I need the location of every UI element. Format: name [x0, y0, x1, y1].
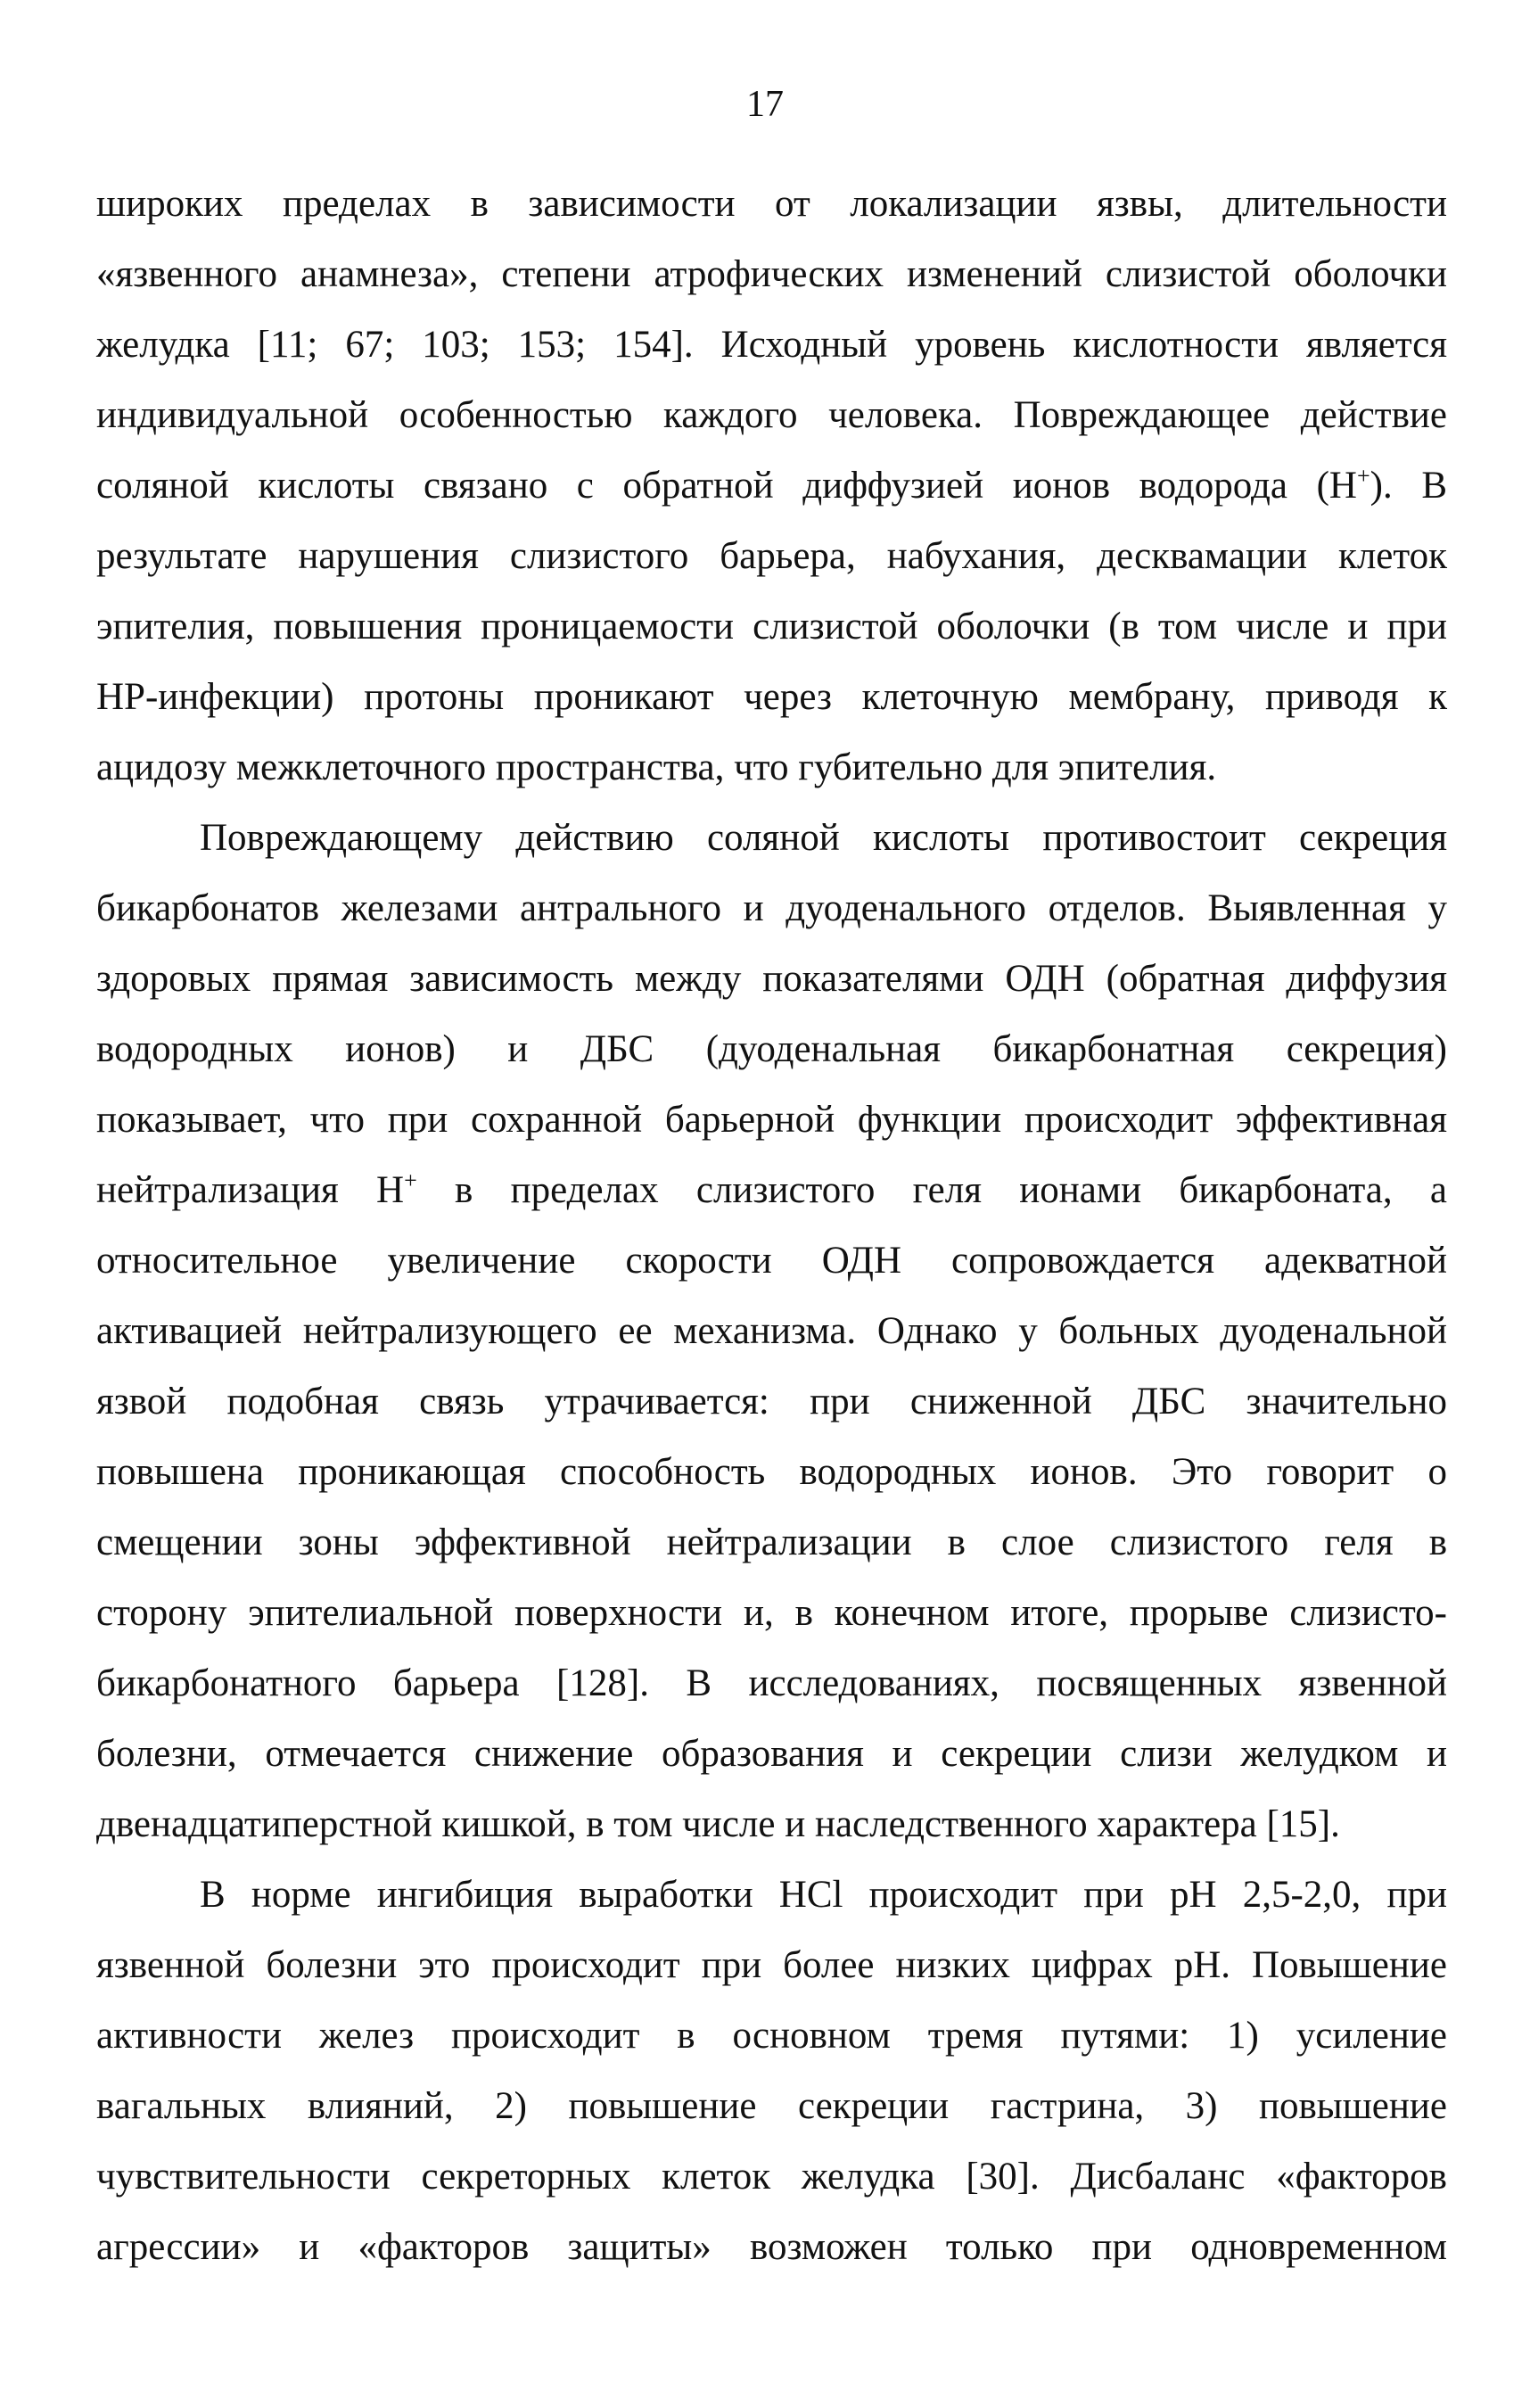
text-line: язвой подобная связь утрачивается: при сниженной ДБС значительно — [96, 1381, 1447, 1423]
text-line: «язвенного анамнеза», степени атрофических изменений слизистой оболочки — [96, 253, 1447, 295]
text-line: двенадцатиперстной кишкой, в том числе и наследственного характера [15]. — [96, 1803, 1340, 1845]
text-line: широких пределах в зависимости от локализации язвы, длительности — [96, 183, 1447, 225]
text-line: относительное увеличение скорости ОДН сопровождается адекватной — [96, 1240, 1447, 1282]
text-segment: нейтрализация H — [96, 1169, 405, 1211]
text-line: желудка [11; 67; 103; 153; 154]. Исходный уровень кислотности является — [96, 324, 1447, 366]
text-line: язвенной болезни это происходит при более низких цифрах pH. Повышение — [96, 1944, 1447, 1986]
paragraph-1 — [96, 169, 1447, 803]
body-text — [96, 169, 1447, 2282]
text-line: болезни, отмечается снижение образования и секреции слизи желудком и — [96, 1733, 1447, 1775]
text-line: активности желез происходит в основном тремя путями: 1) усиление — [96, 2015, 1447, 2057]
text-line: агрессии» и «факторов защиты» возможен только при одновременном — [96, 2226, 1447, 2268]
text-line: результате нарушения слизистого барьера, набухания, десквамации клеток — [96, 535, 1447, 577]
text-line: индивидуальной особенностью каждого человека. Повреждающее действие — [96, 394, 1447, 436]
paragraph-3 — [96, 1860, 1447, 2282]
text-line: бикарбонатов железами антрального и дуоденального отделов. Выявленная у — [96, 887, 1447, 929]
text-line: чувствительности секреторных клеток желудка [30]. Дисбаланс «факторов — [96, 2156, 1447, 2198]
text-line — [96, 450, 1447, 521]
paragraph-2 — [96, 803, 1447, 1860]
text-segment: в пределах слизистого геля ионами бикарбоната, а — [416, 1169, 1447, 1211]
text-line: HP-инфекции) протоны проникают через клеточную мембрану, приводя к — [96, 676, 1447, 718]
superscript: + — [1356, 463, 1370, 489]
page-number: 17 — [746, 84, 784, 125]
text-line: смещении зоны эффективной нейтрализации в слое слизистого геля в — [96, 1521, 1447, 1563]
text-line — [96, 1155, 1447, 1225]
text-line: вагальных влияний, 2) повышение секреции гастрина, 3) повышение — [96, 2085, 1447, 2127]
text-line: повышена проникающая способность водородных ионов. Это говорит о — [96, 1451, 1447, 1493]
text-line: В норме ингибиция выработки HCl происходит при pH 2,5-2,0, при — [200, 1874, 1447, 1916]
text-line: бикарбонатного барьера [128]. В исследованиях, посвященных язвенной — [96, 1662, 1447, 1704]
text-segment: соляной кислоты связано с обратной диффузией ионов водорода (H — [96, 465, 1357, 507]
text-line: водородных ионов) и ДБС (дуоденальная бикарбонатная секреция) — [96, 1028, 1447, 1070]
text-line: активацией нейтрализующего ее механизма. Однако у больных дуоденальной — [96, 1310, 1447, 1352]
text-line: эпителия, повышения проницаемости слизистой оболочки (в том числе и при — [96, 606, 1447, 647]
text-line: здоровых прямая зависимость между показателями ОДН (обратная диффузия — [96, 958, 1447, 1000]
text-line: показывает, что при сохранной барьерной функции происходит эффективная — [96, 1099, 1447, 1141]
text-line: ацидозу межклеточного пространства, что губительно для эпителия. — [96, 746, 1217, 788]
superscript: + — [404, 1167, 417, 1193]
text-line: Повреждающему действию соляной кислоты противостоит секреция — [200, 817, 1447, 859]
text-line: сторону эпителиальной поверхности и, в конечном итоге, прорыве слизисто- — [96, 1592, 1447, 1634]
text-segment: ). В — [1370, 465, 1447, 507]
